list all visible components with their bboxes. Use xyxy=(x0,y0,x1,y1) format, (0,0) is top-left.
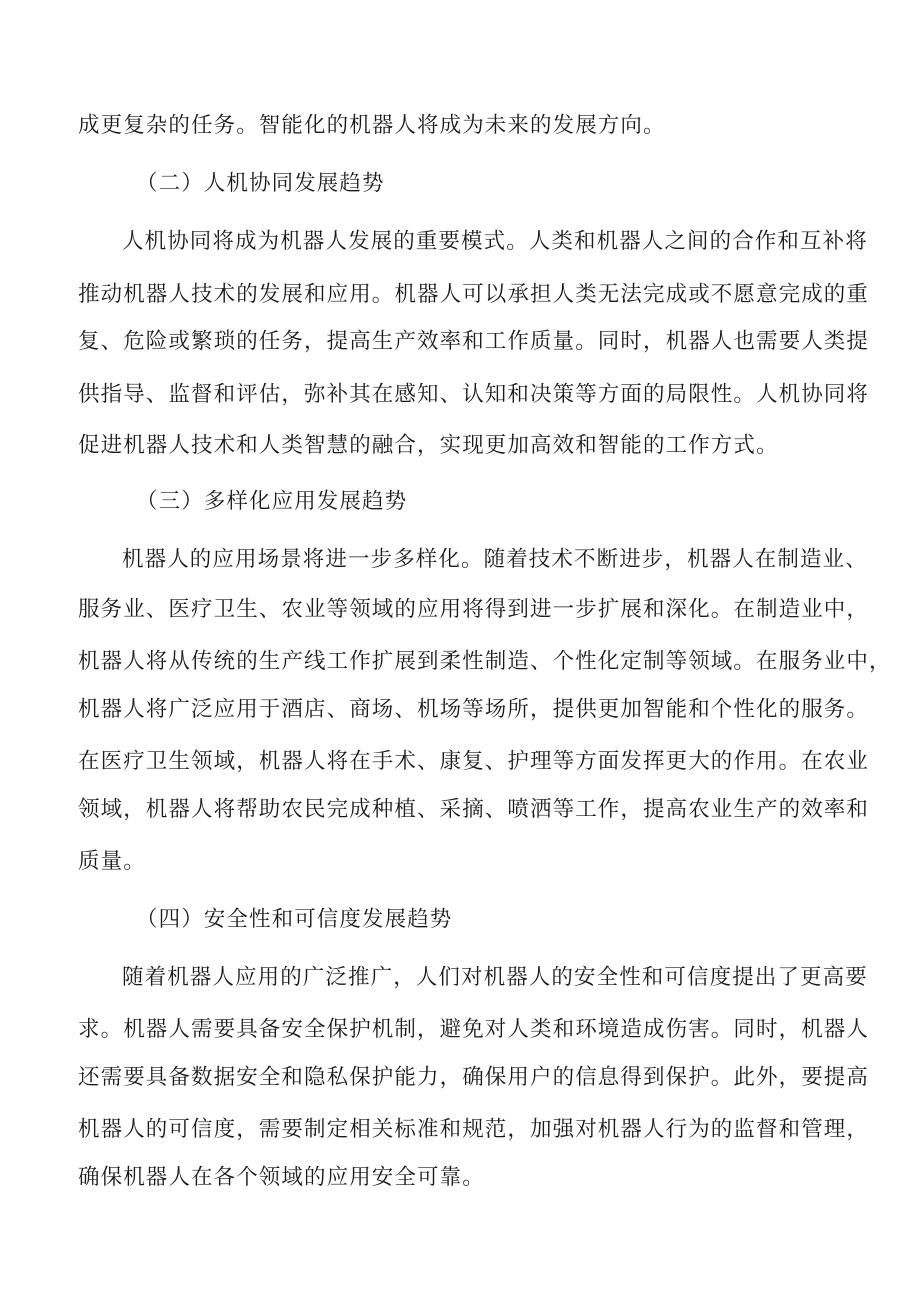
paragraph-line: 机器人将从传统的生产线工作扩展到柔性制造、个性化定制等领域。在服务业中， xyxy=(78,649,892,674)
paragraph-line: 确保机器人在各个领域的应用安全可靠。 xyxy=(78,1165,485,1190)
paragraph-line: 服务业、医疗卫生、农业等领域的应用将得到进一步扩展和深化。在制造业中， xyxy=(78,597,870,622)
paragraph-line: 人机协同将成为机器人发展的重要模式。人类和机器人之间的合作和互补将 xyxy=(122,229,868,254)
paragraph-line: 领域，机器人将帮助农民完成种植、采摘、喷洒等工作，提高农业生产的效率和 xyxy=(78,797,870,822)
paragraph-line: 机器人的可信度，需要制定相关标准和规范，加强对机器人行为的监督和管理， xyxy=(78,1117,870,1142)
paragraph-line: 质量。 xyxy=(78,849,146,874)
section-heading-2: （二）人机协同发展趋势 xyxy=(136,171,385,196)
paragraph-line: 促进机器人技术和人类智慧的融合，实现更加高效和智能的工作方式。 xyxy=(78,433,779,458)
paragraph-line: 求。机器人需要具备安全保护机制，避免对人类和环境造成伤害。同时，机器人 xyxy=(78,1017,870,1042)
paragraph-line: 成更复杂的任务。智能化的机器人将成为未来的发展方向。 xyxy=(78,113,666,138)
paragraph-line: 还需要具备数据安全和隐私保护能力，确保用户的信息得到保护。此外，要提高 xyxy=(78,1065,870,1090)
paragraph-line: 机器人将广泛应用于酒店、商场、机场等场所，提供更加智能和个性化的服务。 xyxy=(78,697,870,722)
paragraph-line: 机器人的应用场景将进一步多样化。随着技术不断进步，机器人在制造业、 xyxy=(122,547,868,572)
section-heading-4: （四）安全性和可信度发展趋势 xyxy=(136,907,453,932)
paragraph-line: 供指导、监督和评估，弥补其在感知、认知和决策等方面的局限性。人机协同将 xyxy=(78,382,870,407)
paragraph-line: 复、危险或繁琐的任务，提高生产效率和工作质量。同时，机器人也需要人类提 xyxy=(78,329,870,354)
paragraph-line: 推动机器人技术的发展和应用。机器人可以承担人类无法完成或不愿意完成的重 xyxy=(78,282,870,307)
paragraph-line: 在医疗卫生领域，机器人将在手术、康复、护理等方面发挥更大的作用。在农业 xyxy=(78,749,870,774)
paragraph-line: 随着机器人应用的广泛推广，人们对机器人的安全性和可信度提出了更高要 xyxy=(122,965,868,990)
section-heading-3: （三）多样化应用发展趋势 xyxy=(136,489,408,514)
